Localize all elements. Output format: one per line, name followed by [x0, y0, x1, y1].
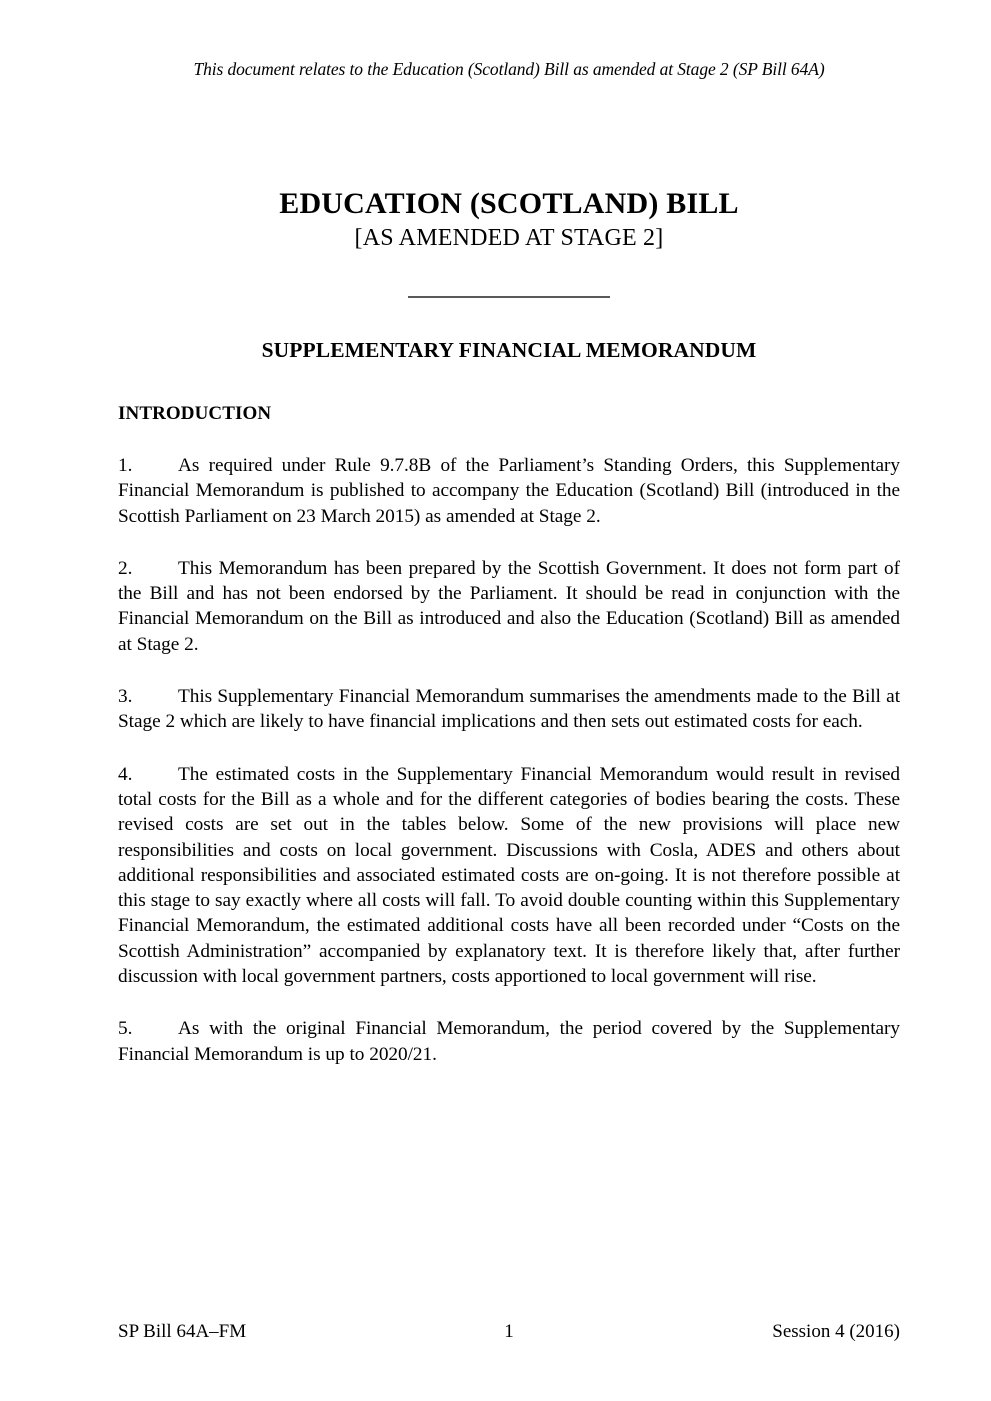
footer-bill-reference: SP Bill 64A–FM	[118, 1321, 247, 1342]
title-block	[118, 186, 900, 253]
paragraph-5	[118, 1016, 900, 1067]
memorandum-heading: SUPPLEMENTARY FINANCIAL MEMORANDUM	[261, 338, 757, 362]
paragraph-number: 4.	[118, 763, 133, 785]
page-title: EDUCATION (SCOTLAND) BILL	[279, 187, 739, 220]
page-footer	[118, 1319, 900, 1345]
page-subtitle: [AS AMENDED AT STAGE 2]	[354, 225, 664, 251]
paragraph-1	[118, 453, 900, 529]
paragraph-number: 3.	[118, 686, 133, 708]
paragraph-number: 2.	[118, 557, 133, 579]
paragraph-text: This Memorandum has been prepared by the Scottish Government. It does not form part of the Bill and has not been endorsed by the Parliament. It should be read in conjunction with the Financial Memorandum on the Bill as introduced and also the Education (Scotland) Bill as amended at Stage 2.	[118, 557, 900, 655]
paragraph-text: This Supplementary Financial Memorandum summarises the amendments made to the Bill at Stage 2 which are likely to have financial implications and then sets out estimated costs for each.	[118, 686, 900, 733]
divider-wrapper	[118, 294, 900, 298]
paragraph-text: The estimated costs in the Supplementary Financial Memorandum would result in revised total costs for the Bill as a whole and for the different categories of bodies bearing the costs. These revised costs are set out in the tables below. Some of the new provisions will place new responsibilities and costs on local government. Discussions with Cosla, ADES and others about additional responsibilities and associated estimated costs are on-going. It is not therefore possible at this stage to say exactly where all costs will fall. To avoid double counting within this Supplementary Financial Memorandum, the estimated additional costs have all been recorded under “Costs on the Scottish Administration” accompanied by explanatory text. It is therefore likely that, after further discussion with local government partners, costs apportioned to local government will rise.	[118, 763, 900, 988]
paragraph-number: 1.	[118, 455, 133, 476]
running-header: This document relates to the Education (Scotland) Bill as amended at Stage 2 (SP Bill 64A)	[193, 59, 825, 79]
paragraph-text: As required under Rule 9.7.8B of the Parliament’s Standing Orders, this Supplementary Financial Memorandum is published to accompany the Education (Scotland) Bill (introduced in the Scottish Parliament on 23 March 2015) as amended at Stage 2.	[118, 455, 900, 527]
paragraph-4	[118, 762, 900, 990]
body-column	[118, 402, 900, 1067]
section-heading-introduction: INTRODUCTION	[118, 403, 272, 424]
paragraph-2	[118, 556, 900, 657]
footer-session: Session 4 (2016)	[772, 1321, 900, 1342]
horizontal-rule	[408, 296, 610, 298]
paragraph-number: 5.	[118, 1018, 133, 1040]
paragraph-text: As with the original Financial Memorandum, the period covered by the Supplementary Financial Memorandum is up to 2020/21.	[118, 1018, 900, 1065]
paragraph-3	[118, 684, 900, 735]
footer-page-number: 1	[504, 1321, 514, 1342]
